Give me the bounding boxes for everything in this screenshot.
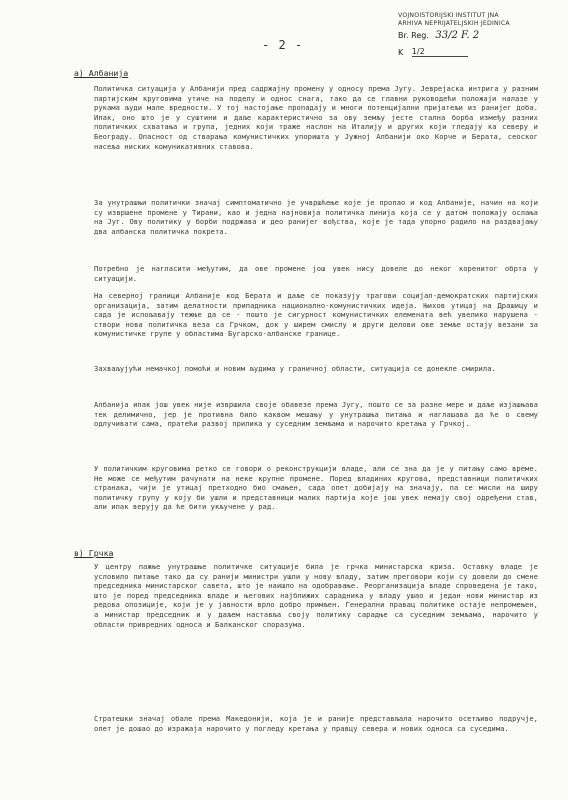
stamp-institute-line: VOJNOISTORIJSKI INSTITUT JNA [398, 12, 499, 19]
stamp-reg-value: 33/2 F. 2 [435, 30, 480, 41]
paragraph: Стратешки значај обале према Македонији, која је и раније представљала нарочито осетљиво подручје, опет је дошао до изражаја нарочито у погледу кретања у правцу севера и нових односа са суседима. [94, 714, 538, 733]
section-heading-albania [74, 68, 128, 78]
stamp-k-label: K [398, 48, 404, 57]
archive-stamp [398, 12, 530, 68]
stamp-registry [398, 30, 530, 41]
stamp-k-value: 1/2 [412, 47, 468, 57]
section-label: в) Грчка [74, 548, 114, 558]
paragraph: За унутрашњи политички значај симптоматично је учвршћење које је пропао и код Албаније, начин на који су извршене промене у Тирани, као и једна најновија политичка линија која се у датом положају ослања на Југ. Ову политику у борби подржава и део ранијег вођства, које је тада упорно радило на раздвајању два албанска политичка покрета. [94, 198, 538, 236]
paragraph: У центру пажње унутрашње политичке ситуације била је грчка министарска криза. Оставку владе је условило питање тако да су ранији министри ушли у нову владу, затим преговори који су довели до смене председника министарског савета, што је наишло на одобравање. Реорганизација владе спроведена је тако, што је поред председника владе и његових најближих сарадника у владу ушао и један нови министар из редова опозиције, који је у јавности врло добро примљен. Генерални правац политике остаје непромењен, а министар председник и у даљем наставља своју политику сарадње са суседним земљама, нарочито у области привредних односа и Балканског споразума. [94, 562, 538, 629]
paragraph: Потребно је нагласити међутим, да ове промене још увек нису довеле до неког коренитог обрта у ситуацији. [94, 264, 538, 283]
paragraph: На северној граници Албаније код Берата и даље се показују трагови социјал-демократских партијских организација, затим делатности припадника национално-комунистичких идеја. Њихов утицај на Драшицу и сада је испољавају тежње да се - пошто је сигурност комунистичких елемената већ увелико нарушена - створи нова политичка веза са Грчком, док у ширем смислу и други делови ове земље остају везани за комунистичке групе у областима Бугарско-албанске границе. [94, 291, 538, 339]
paragraph: У политичким круговима ретко се говори о реконструкцији владе, али се зна да је у питању само време. Не може се међутим рачунати на неке крупне промене. Поред владиних кругова, представници политичких странака, чији је утицај претходно био смањен, сада опет добијају на значају, па се мисли на ширу политичку групу у коју би ушли и представници малих партија које још увек немају свој одређени став, али ипак верују да ће бити укључене у рад. [94, 464, 538, 512]
stamp-archive-line: ARHIVA NEPRIJATELJSKIH JEDINICA [398, 20, 510, 27]
paragraph: Захваљујући немачкој помоћи и новим људима у граничној области, ситуација се донекле смирила. [94, 364, 496, 373]
paragraph: Албанија ипак још увек није извршила своје обавезе према Југу, пошто се за разне мере и даље изјашњава тек делимично, јер је противна било каквом мешању у унутрашња питања и наглашава да ће о свему одлучивати сама, пратећи развој прилика у суседним земљама и нарочито кретања у Грчкој. [94, 400, 538, 429]
stamp-k-row [398, 47, 530, 57]
paragraph: Политичка ситуација у Албанији пред садржајну промену у односу према Југу. Јеврејаска интрига у разним партијским круговима утиче на поделу и однос снага, тако да се главни руководећи положаји налазе у рукама људи мале вредности. У тој настојање пропадају и многи потенцијални пријатељи из ранијег доба. Ипак, оно што је у суштини и даље карактеристично за ову земљу јесте стална борба између разних политичких схватања и група, једних који траже наслон на Италију и других који гледају ка северу и Београду. Опасност од стварања комунистичких упоришта у Јужној Албанији око Корче и Берата, сеоскoг насеља ниских комуникативних ставова. [94, 84, 538, 151]
section-label: а) Албанија [74, 68, 129, 78]
page-number: - 2 - [262, 38, 304, 52]
section-heading-greece [74, 548, 113, 558]
stamp-reg-label: Br. Reg. [398, 31, 429, 40]
